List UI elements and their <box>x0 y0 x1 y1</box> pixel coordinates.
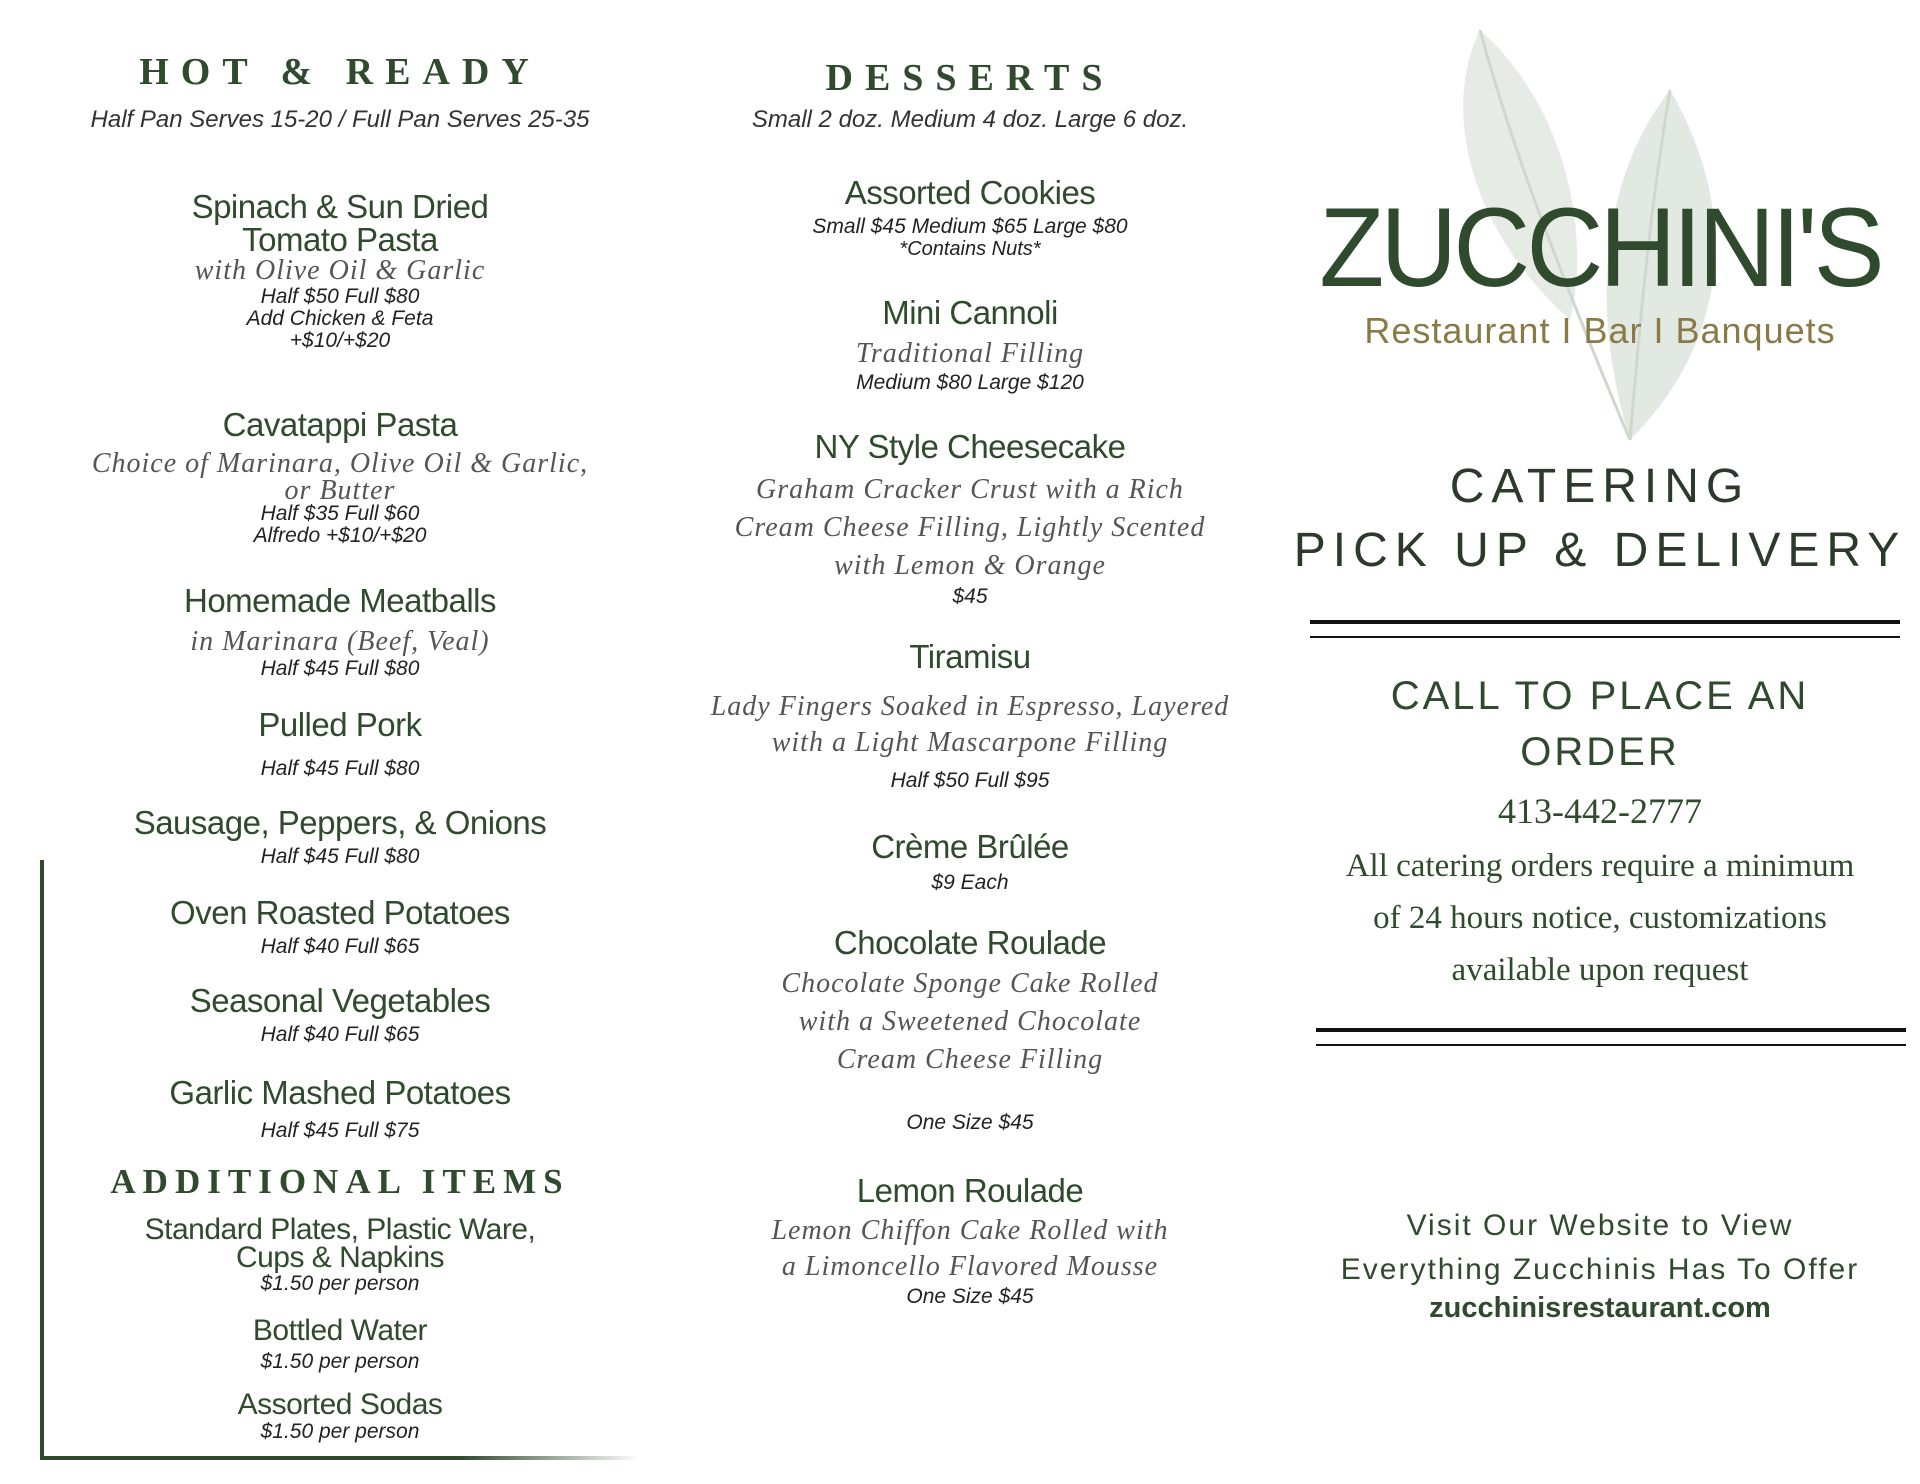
divider-thick-bottom <box>1316 1028 1906 1032</box>
menu-item: Lemon Roulade Lemon Chiffon Cake Rolled with a Limoncello Flavored Mousse One Size $45 <box>771 1172 1169 1308</box>
divider-thin-top <box>1310 636 1900 638</box>
divider-thin-bottom <box>1316 1044 1906 1046</box>
menu-item: Cavatappi Pasta Choice of Marinara, Olive Oil & Garlic, or Butter Half $35 Full $60 Alfredo +$10/+$20 <box>91 406 589 547</box>
menu-item: Mini Cannoli Traditional Filling Medium $80 Large $120 <box>855 294 1085 394</box>
menu-item: Crème Brûlée $9 Each <box>871 828 1069 894</box>
phone-number[interactable]: 413-442-2777 <box>1498 791 1702 831</box>
order-notice: All catering orders require a minimum of 24 hours notice, customizations available upon request <box>1345 848 1855 988</box>
menu-item: Pulled Pork Half $45 Full $80 <box>258 706 422 780</box>
menu-item: Sausage, Peppers, & Onions Half $45 Full $80 <box>133 804 547 868</box>
menu-item: Bottled Water $1.50 per person <box>252 1314 428 1373</box>
visit-website-text: Visit Our Website to View Everything Zucchinis Has To Offer <box>1340 1209 1860 1286</box>
frame-border-horizontal <box>40 1456 640 1460</box>
menu-item: NY Style Cheesecake Graham Cracker Crust with a Rich Cream Cheese Filling, Lightly Scented with Lemon & Orange $45 <box>734 428 1206 608</box>
menu-item: Oven Roasted Potatoes Half $40 Full $65 <box>170 894 510 958</box>
menu-item: Standard Plates, Plastic Ware, Cups & Napkins $1.50 per person <box>144 1213 536 1295</box>
menu-item: Assorted Sodas $1.50 per person <box>237 1388 443 1443</box>
menu-item: Assorted Cookies Small $45 Medium $65 Large $80 *Contains Nuts* <box>812 174 1128 260</box>
hot-ready-title: HOT & READY <box>139 51 541 93</box>
menu-item: Garlic Mashed Potatoes Half $45 Full $75 <box>169 1074 511 1142</box>
frame-border-vertical <box>40 860 44 1460</box>
menu-item: Chocolate Roulade Chocolate Sponge Cake Rolled with a Sweetened Chocolate Cream Cheese Filling One Size $45 <box>781 924 1159 1134</box>
brand-tagline: Restaurant I Bar I Banquets <box>1364 310 1836 351</box>
hot-ready-subtitle: Half Pan Serves 15-20 / Full Pan Serves 25-35 <box>90 106 590 133</box>
divider-thick-top <box>1310 620 1900 624</box>
website-link[interactable]: zucchinisrestaurant.com <box>1429 1292 1771 1324</box>
additional-items-title: ADDITIONAL ITEMS <box>110 1162 570 1201</box>
brand-logo: ZUCCHINI'S <box>1319 185 1881 310</box>
menu-item: Homemade Meatballs in Marinara (Beef, Veal) Half $45 Full $80 <box>184 582 496 680</box>
menu-item: Spinach & Sun Dried Tomato Pasta with Olive Oil & Garlic Half $50 Full $80 Add Chicken & Feta +$10/+$20 <box>191 188 489 352</box>
menu-item: Seasonal Vegetables Half $40 Full $65 <box>189 982 491 1046</box>
call-heading: CALL TO PLACE AN ORDER <box>1390 674 1810 774</box>
catering-heading: CATERING PICK UP & DELIVERY <box>1293 460 1907 577</box>
desserts-title: DESSERTS <box>825 57 1115 99</box>
menu-item: Tiramisu Lady Fingers Soaked in Espresso, Layered with a Light Mascarpone Filling Half $50 Full $95 <box>710 638 1230 792</box>
desserts-subtitle: Small 2 doz. Medium 4 doz. Large 6 doz. <box>751 106 1189 133</box>
